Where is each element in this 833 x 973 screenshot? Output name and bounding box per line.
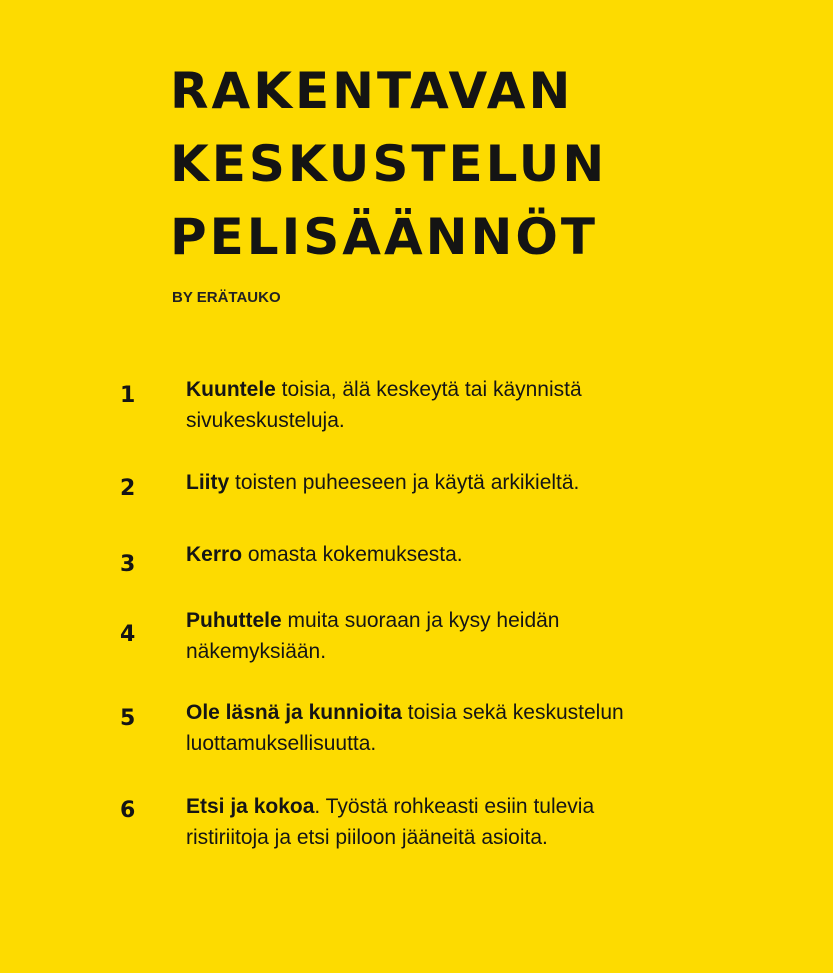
rule-description: toisia sekä keskustelun luottamuksellisuutta. bbox=[186, 701, 624, 755]
rule-number: 5 bbox=[120, 706, 136, 731]
rule-number: 2 bbox=[120, 476, 136, 501]
rule-number: 6 bbox=[120, 798, 136, 823]
rule-description: toisten puheeseen ja käytä arkikieltä. bbox=[229, 471, 580, 494]
rule-number: 4 bbox=[120, 622, 136, 647]
rule-keyword: Liity bbox=[186, 471, 230, 494]
rule-keyword: Puhuttele bbox=[186, 609, 282, 632]
rule-description: omasta kokemuksesta. bbox=[242, 543, 463, 566]
rule-text bbox=[186, 697, 656, 759]
rule-text bbox=[186, 374, 686, 436]
page-title bbox=[170, 55, 607, 274]
rule-text bbox=[186, 539, 686, 570]
rule-item bbox=[120, 539, 680, 577]
title-line-1: RAKENTAVAN bbox=[170, 62, 574, 120]
rule-description: muita suoraan ja kysy heidän näkemyksiään. bbox=[186, 609, 560, 663]
rule-item bbox=[120, 697, 680, 759]
rule-keyword: Kerro bbox=[186, 543, 243, 566]
rule-item bbox=[120, 374, 680, 436]
rule-number: 1 bbox=[120, 383, 136, 408]
rule-description: . Työstä rohkeasti esiin tulevia ristiriitoja ja etsi piiloon jääneitä asioita. bbox=[186, 795, 595, 849]
rule-text bbox=[186, 791, 656, 853]
rule-keyword: Ole läsnä ja kunnioita bbox=[186, 701, 402, 724]
rule-item bbox=[120, 605, 680, 667]
rule-keyword: Etsi ja kokoa bbox=[186, 795, 315, 818]
rule-item bbox=[120, 467, 680, 501]
title-line-3: PELISÄÄNNÖT bbox=[170, 208, 598, 266]
rule-item bbox=[120, 791, 680, 853]
rule-text bbox=[186, 605, 606, 667]
rule-keyword: Kuuntele bbox=[186, 378, 276, 401]
title-line-2: KESKUSTELUN bbox=[170, 135, 608, 193]
rule-description: toisia, älä keskeytä tai käynnistä sivukeskusteluja. bbox=[186, 378, 582, 432]
rule-text bbox=[186, 467, 606, 498]
rule-number: 3 bbox=[120, 552, 136, 577]
byline: BY ERÄTAUKO bbox=[172, 289, 281, 306]
